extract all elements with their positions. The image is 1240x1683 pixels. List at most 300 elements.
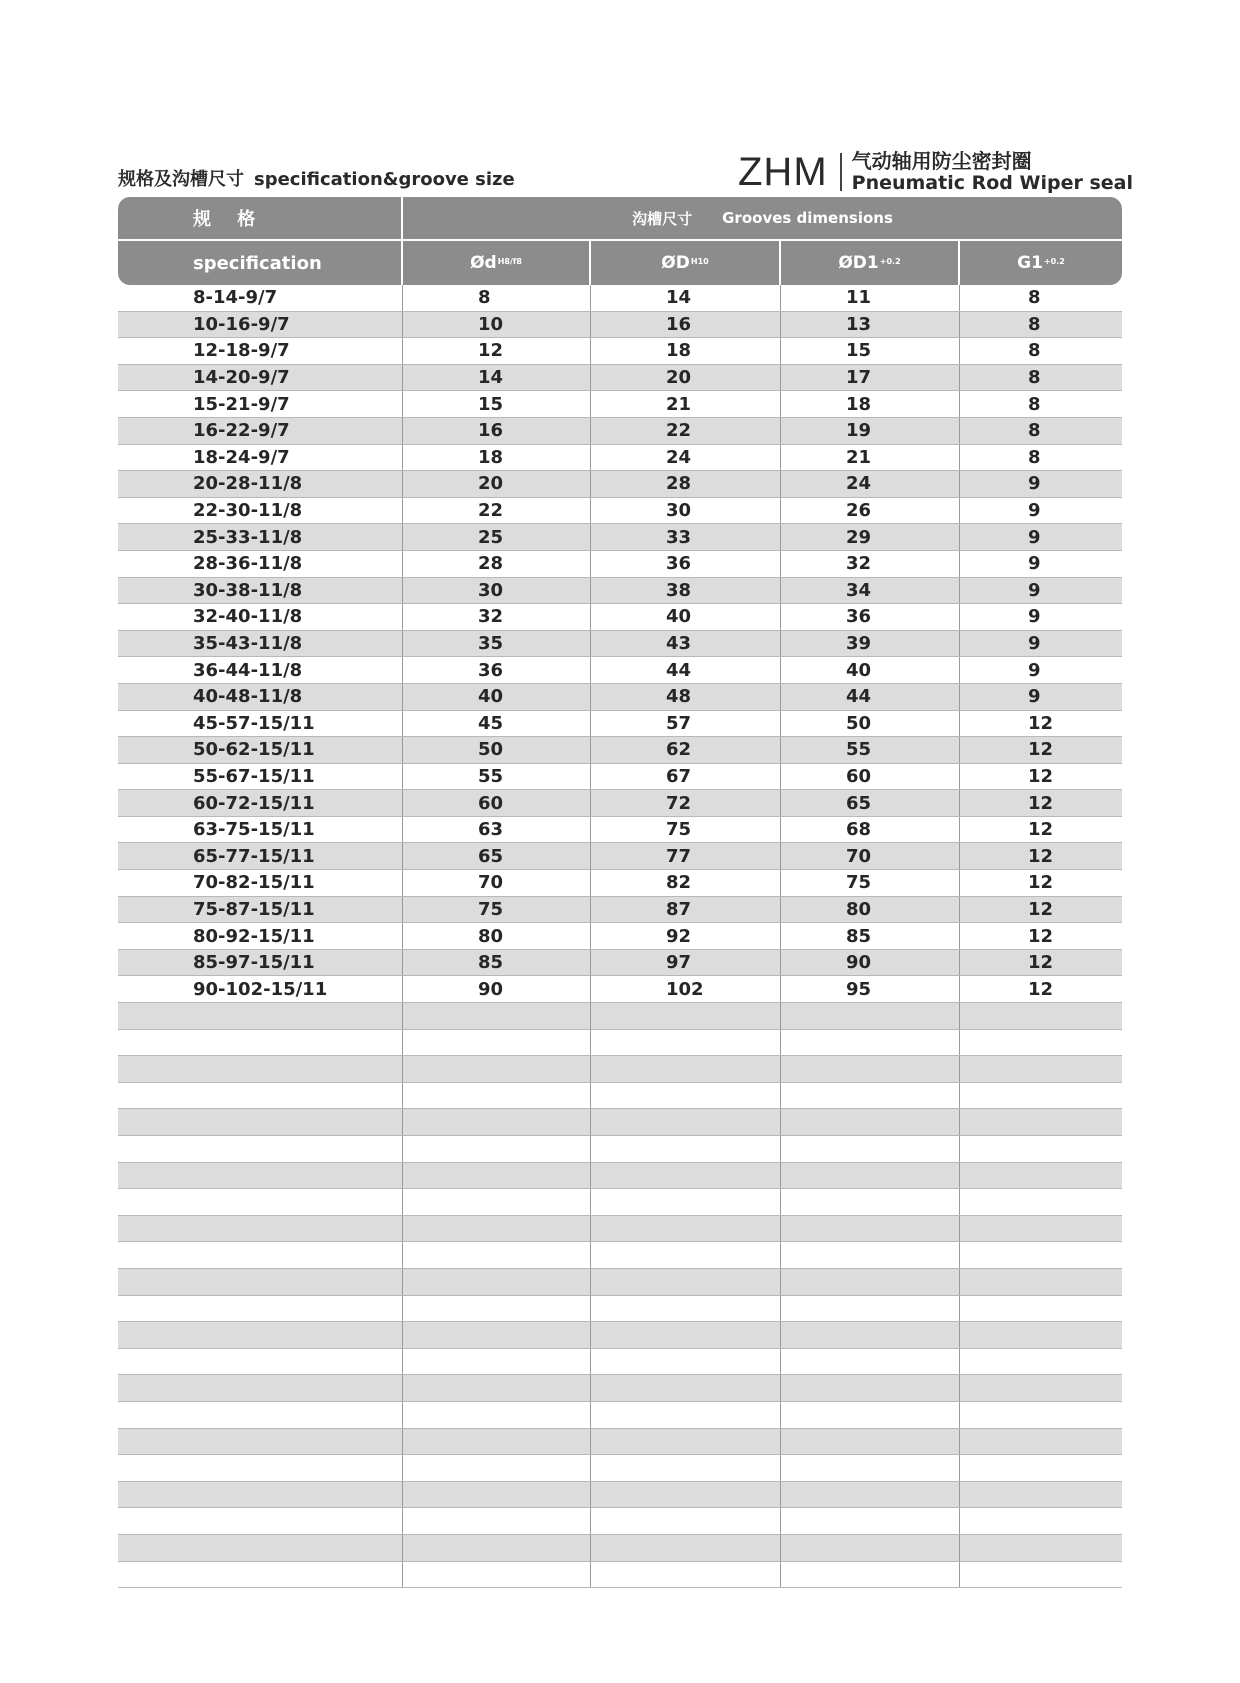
table-body [118,285,1122,1588]
cell-d: 90 [403,976,591,1002]
cell-G1 [960,1349,1122,1375]
cell-D1: 50 [781,711,960,737]
table-row [118,445,1122,472]
table-row [118,1003,1122,1030]
cell-D1: 11 [781,285,960,311]
cell-d: 25 [403,524,591,550]
cell-d: 16 [403,418,591,444]
cell-D1 [781,1562,960,1588]
cell-G1 [960,1455,1122,1481]
cell-D: 67 [591,764,781,790]
cell-D [591,1535,781,1561]
product-name-en: Pneumatic Rod Wiper seal [851,172,1133,194]
header-col-G1 [960,241,1122,285]
header-col-D [591,241,781,285]
cell-D: 22 [591,418,781,444]
header-groove-cn: 沟槽尺寸 [632,209,693,228]
header-col-D1-tol: +0.2 [879,256,901,266]
cell-G1: 9 [1028,473,1041,495]
cell-G1 [960,1003,1122,1029]
cell-D [591,1216,781,1242]
cell-spec [118,1482,403,1508]
cell-spec: 45-57-15/11 [118,711,403,737]
cell-d [403,1109,591,1135]
cell-d: 50 [403,737,591,763]
table-row [118,657,1122,684]
cell-D [591,1429,781,1455]
cell-spec [118,1402,403,1428]
cell-D: 62 [591,737,781,763]
table-row [118,817,1122,844]
cell-D1 [781,1269,960,1295]
cell-D1: 95 [781,976,960,1002]
cell-G1: 9 [1028,579,1041,601]
cell-D1: 44 [781,684,960,710]
cell-d [403,1269,591,1295]
table-row [118,737,1122,764]
cell-d: 65 [403,843,591,869]
cell-D1: 34 [781,578,960,604]
table-row [118,1242,1122,1269]
cell-D1: 60 [781,764,960,790]
brand-divider [840,153,842,191]
cell-D1 [781,1083,960,1109]
cell-D1: 18 [781,391,960,417]
cell-D1 [781,1402,960,1428]
cell-spec: 20-28-11/8 [118,471,403,497]
cell-D1 [781,1349,960,1375]
cell-D1: 65 [781,790,960,816]
table-row [118,843,1122,870]
cell-spec [118,1562,403,1588]
table-row [118,1189,1122,1216]
cell-D [591,1083,781,1109]
cell-G1: 12 [1028,952,1054,974]
cell-G1: 9 [1028,553,1041,575]
header-col-d-tol: H8/f8 [497,256,522,266]
cell-G1 [960,1056,1122,1082]
cell-d: 40 [403,684,591,710]
cell-d [403,1189,591,1215]
header-groove-group [403,197,1122,239]
cell-d [403,1535,591,1561]
cell-spec: 60-72-15/11 [118,790,403,816]
cell-G1: 8 [1028,287,1041,309]
cell-D1 [781,1508,960,1534]
cell-D1 [781,1322,960,1348]
cell-D1: 24 [781,471,960,497]
cell-D1: 36 [781,604,960,630]
cell-spec: 40-48-11/8 [118,684,403,710]
table-row [118,1269,1122,1296]
table-row [118,1322,1122,1349]
cell-D1: 19 [781,418,960,444]
table-row [118,1535,1122,1562]
table-row [118,1429,1122,1456]
cell-G1 [960,1402,1122,1428]
cell-D1 [781,1109,960,1135]
table-row [118,1136,1122,1163]
cell-G1 [960,1535,1122,1561]
cell-G1: 8 [1028,340,1041,362]
cell-G1: 9 [1028,686,1041,708]
cell-spec: 25-33-11/8 [118,524,403,550]
header-col-d-label: Ød [470,253,497,273]
cell-d: 70 [403,870,591,896]
cell-d: 60 [403,790,591,816]
cell-D1: 68 [781,817,960,843]
cell-spec [118,1163,403,1189]
cell-D: 43 [591,631,781,657]
table-row [118,312,1122,339]
cell-D1: 40 [781,657,960,683]
section-title [118,165,515,191]
cell-G1: 9 [1028,606,1041,628]
cell-D: 16 [591,312,781,338]
cell-spec: 35-43-11/8 [118,631,403,657]
header-col-G1-tol: +0.2 [1043,256,1065,266]
cell-D1 [781,1429,960,1455]
cell-d: 14 [403,365,591,391]
cell-G1: 12 [1028,978,1054,1000]
product-brand [738,148,1133,196]
cell-G1: 8 [1028,393,1041,415]
cell-D1: 13 [781,312,960,338]
cell-D: 77 [591,843,781,869]
cell-G1: 9 [1028,633,1041,655]
table-row [118,1030,1122,1057]
section-title-en: specification&groove size [254,169,515,190]
table-row [118,1056,1122,1083]
cell-d [403,1402,591,1428]
table-row [118,764,1122,791]
header-col-D1 [781,241,960,285]
cell-D: 36 [591,551,781,577]
cell-D [591,1322,781,1348]
cell-d: 35 [403,631,591,657]
table-row [118,1109,1122,1136]
cell-D: 87 [591,897,781,923]
cell-G1 [960,1242,1122,1268]
table-row [118,684,1122,711]
cell-D1: 55 [781,737,960,763]
header-groove-en: Grooves dimensions [722,209,893,227]
cell-d [403,1482,591,1508]
table-row [118,338,1122,365]
cell-D1: 90 [781,950,960,976]
cell-d [403,1003,591,1029]
cell-spec [118,1030,403,1056]
cell-spec [118,1508,403,1534]
cell-d: 12 [403,338,591,364]
cell-G1 [960,1482,1122,1508]
table-row [118,976,1122,1003]
cell-G1: 12 [1028,845,1054,867]
cell-D [591,1056,781,1082]
table-row [118,870,1122,897]
cell-d: 15 [403,391,591,417]
product-code: ZHM [738,149,828,194]
cell-d: 20 [403,471,591,497]
cell-D: 75 [591,817,781,843]
cell-D1 [781,1136,960,1162]
cell-G1: 8 [1028,367,1041,389]
cell-D1 [781,1216,960,1242]
table-row [118,391,1122,418]
cell-spec [118,1056,403,1082]
cell-D [591,1482,781,1508]
cell-G1 [960,1189,1122,1215]
cell-G1 [960,1562,1122,1588]
cell-G1 [960,1083,1122,1109]
cell-G1: 9 [1028,526,1041,548]
cell-D: 97 [591,950,781,976]
cell-d: 85 [403,950,591,976]
cell-d [403,1296,591,1322]
cell-d: 30 [403,578,591,604]
cell-D [591,1136,781,1162]
table-row [118,923,1122,950]
cell-spec: 16-22-9/7 [118,418,403,444]
cell-D [591,1163,781,1189]
cell-spec [118,1003,403,1029]
cell-D [591,1562,781,1588]
cell-G1: 12 [1028,819,1054,841]
table-row [118,950,1122,977]
cell-spec [118,1109,403,1135]
cell-D [591,1189,781,1215]
cell-D: 82 [591,870,781,896]
cell-G1 [960,1216,1122,1242]
cell-spec: 30-38-11/8 [118,578,403,604]
cell-D1 [781,1482,960,1508]
header-spec-cn: 规 格 [118,197,403,239]
cell-spec: 36-44-11/8 [118,657,403,683]
cell-G1 [960,1109,1122,1135]
header-col-G1-label: G1 [1017,253,1043,273]
cell-d: 28 [403,551,591,577]
cell-D: 102 [591,976,781,1002]
cell-D: 28 [591,471,781,497]
table-row [118,524,1122,551]
cell-D1 [781,1375,960,1401]
cell-D: 21 [591,391,781,417]
cell-G1: 12 [1028,898,1054,920]
cell-d [403,1455,591,1481]
cell-D [591,1030,781,1056]
cell-D: 30 [591,498,781,524]
cell-D [591,1455,781,1481]
cell-D [591,1508,781,1534]
cell-G1: 12 [1028,925,1054,947]
cell-d [403,1349,591,1375]
product-name-cn: 气动轴用防尘密封圈 [851,149,1032,173]
table-row [118,1349,1122,1376]
table-row [118,471,1122,498]
cell-d [403,1216,591,1242]
cell-spec [118,1322,403,1348]
cell-spec [118,1455,403,1481]
cell-D: 24 [591,445,781,471]
cell-D1 [781,1163,960,1189]
cell-D: 92 [591,923,781,949]
product-names [852,150,1133,194]
header-row-2 [118,239,1122,285]
header-spec-en: specification [118,241,403,285]
cell-D: 20 [591,365,781,391]
cell-G1 [960,1136,1122,1162]
cell-d: 32 [403,604,591,630]
table-row [118,711,1122,738]
cell-spec: 10-16-9/7 [118,312,403,338]
cell-D1: 39 [781,631,960,657]
cell-d: 63 [403,817,591,843]
cell-D1: 26 [781,498,960,524]
cell-d [403,1242,591,1268]
cell-G1: 9 [1028,659,1041,681]
cell-D [591,1402,781,1428]
cell-d [403,1030,591,1056]
cell-G1 [960,1296,1122,1322]
table-row [118,1482,1122,1509]
cell-G1 [960,1375,1122,1401]
table-row [118,365,1122,392]
header-col-D-tol: H10 [690,256,709,266]
cell-G1 [960,1429,1122,1455]
cell-G1 [960,1322,1122,1348]
cell-spec: 50-62-15/11 [118,737,403,763]
cell-spec: 90-102-15/11 [118,976,403,1002]
cell-d: 80 [403,923,591,949]
cell-spec [118,1083,403,1109]
cell-spec: 22-30-11/8 [118,498,403,524]
cell-D [591,1296,781,1322]
cell-G1: 12 [1028,712,1054,734]
spec-table [118,197,1122,1588]
cell-spec: 8-14-9/7 [118,285,403,311]
cell-D1 [781,1030,960,1056]
cell-d [403,1056,591,1082]
table-row [118,1508,1122,1535]
cell-d: 22 [403,498,591,524]
table-row [118,790,1122,817]
cell-spec [118,1189,403,1215]
cell-d [403,1429,591,1455]
cell-D [591,1375,781,1401]
cell-G1 [960,1508,1122,1534]
cell-G1: 9 [1028,500,1041,522]
section-title-cn: 规格及沟槽尺寸 [118,169,244,190]
cell-spec: 85-97-15/11 [118,950,403,976]
cell-D1: 85 [781,923,960,949]
cell-D1 [781,1242,960,1268]
cell-d [403,1163,591,1189]
header-row-1 [118,197,1122,239]
table-row [118,1455,1122,1482]
cell-d [403,1083,591,1109]
cell-D1 [781,1189,960,1215]
cell-spec: 63-75-15/11 [118,817,403,843]
cell-spec: 55-67-15/11 [118,764,403,790]
cell-G1: 12 [1028,765,1054,787]
cell-spec [118,1216,403,1242]
cell-spec [118,1375,403,1401]
cell-D: 18 [591,338,781,364]
table-row [118,631,1122,658]
table-row [118,1216,1122,1243]
cell-spec [118,1136,403,1162]
cell-D1: 15 [781,338,960,364]
cell-spec: 18-24-9/7 [118,445,403,471]
header-col-d [403,241,591,285]
cell-D: 38 [591,578,781,604]
table-row [118,1562,1122,1589]
cell-D1 [781,1535,960,1561]
cell-D1 [781,1455,960,1481]
cell-spec: 12-18-9/7 [118,338,403,364]
cell-spec [118,1296,403,1322]
table-row [118,1402,1122,1429]
header-col-D-label: ØD [661,253,690,273]
cell-D: 57 [591,711,781,737]
cell-d [403,1136,591,1162]
cell-d [403,1562,591,1588]
cell-d: 36 [403,657,591,683]
cell-D [591,1109,781,1135]
cell-D1: 29 [781,524,960,550]
cell-d [403,1375,591,1401]
cell-spec: 15-21-9/7 [118,391,403,417]
cell-G1: 8 [1028,420,1041,442]
cell-D: 72 [591,790,781,816]
cell-spec: 75-87-15/11 [118,897,403,923]
cell-D [591,1349,781,1375]
cell-G1: 8 [1028,446,1041,468]
cell-d: 18 [403,445,591,471]
cell-d: 45 [403,711,591,737]
cell-D1 [781,1003,960,1029]
table-row [118,578,1122,605]
cell-G1: 12 [1028,872,1054,894]
cell-D: 33 [591,524,781,550]
cell-D1 [781,1056,960,1082]
cell-G1 [960,1030,1122,1056]
cell-spec [118,1349,403,1375]
cell-spec [118,1535,403,1561]
table-row [118,897,1122,924]
header-col-D1-label: ØD1 [838,253,879,273]
cell-D1: 70 [781,843,960,869]
table-row [118,1375,1122,1402]
cell-D [591,1242,781,1268]
cell-d: 75 [403,897,591,923]
cell-spec [118,1242,403,1268]
cell-D1: 21 [781,445,960,471]
cell-G1: 12 [1028,739,1054,761]
cell-spec: 70-82-15/11 [118,870,403,896]
cell-D: 14 [591,285,781,311]
cell-spec [118,1429,403,1455]
cell-D1: 17 [781,365,960,391]
table-row [118,1083,1122,1110]
cell-d: 55 [403,764,591,790]
cell-spec: 65-77-15/11 [118,843,403,869]
cell-spec: 28-36-11/8 [118,551,403,577]
cell-D: 44 [591,657,781,683]
cell-D1 [781,1296,960,1322]
cell-d [403,1322,591,1348]
cell-D1: 75 [781,870,960,896]
